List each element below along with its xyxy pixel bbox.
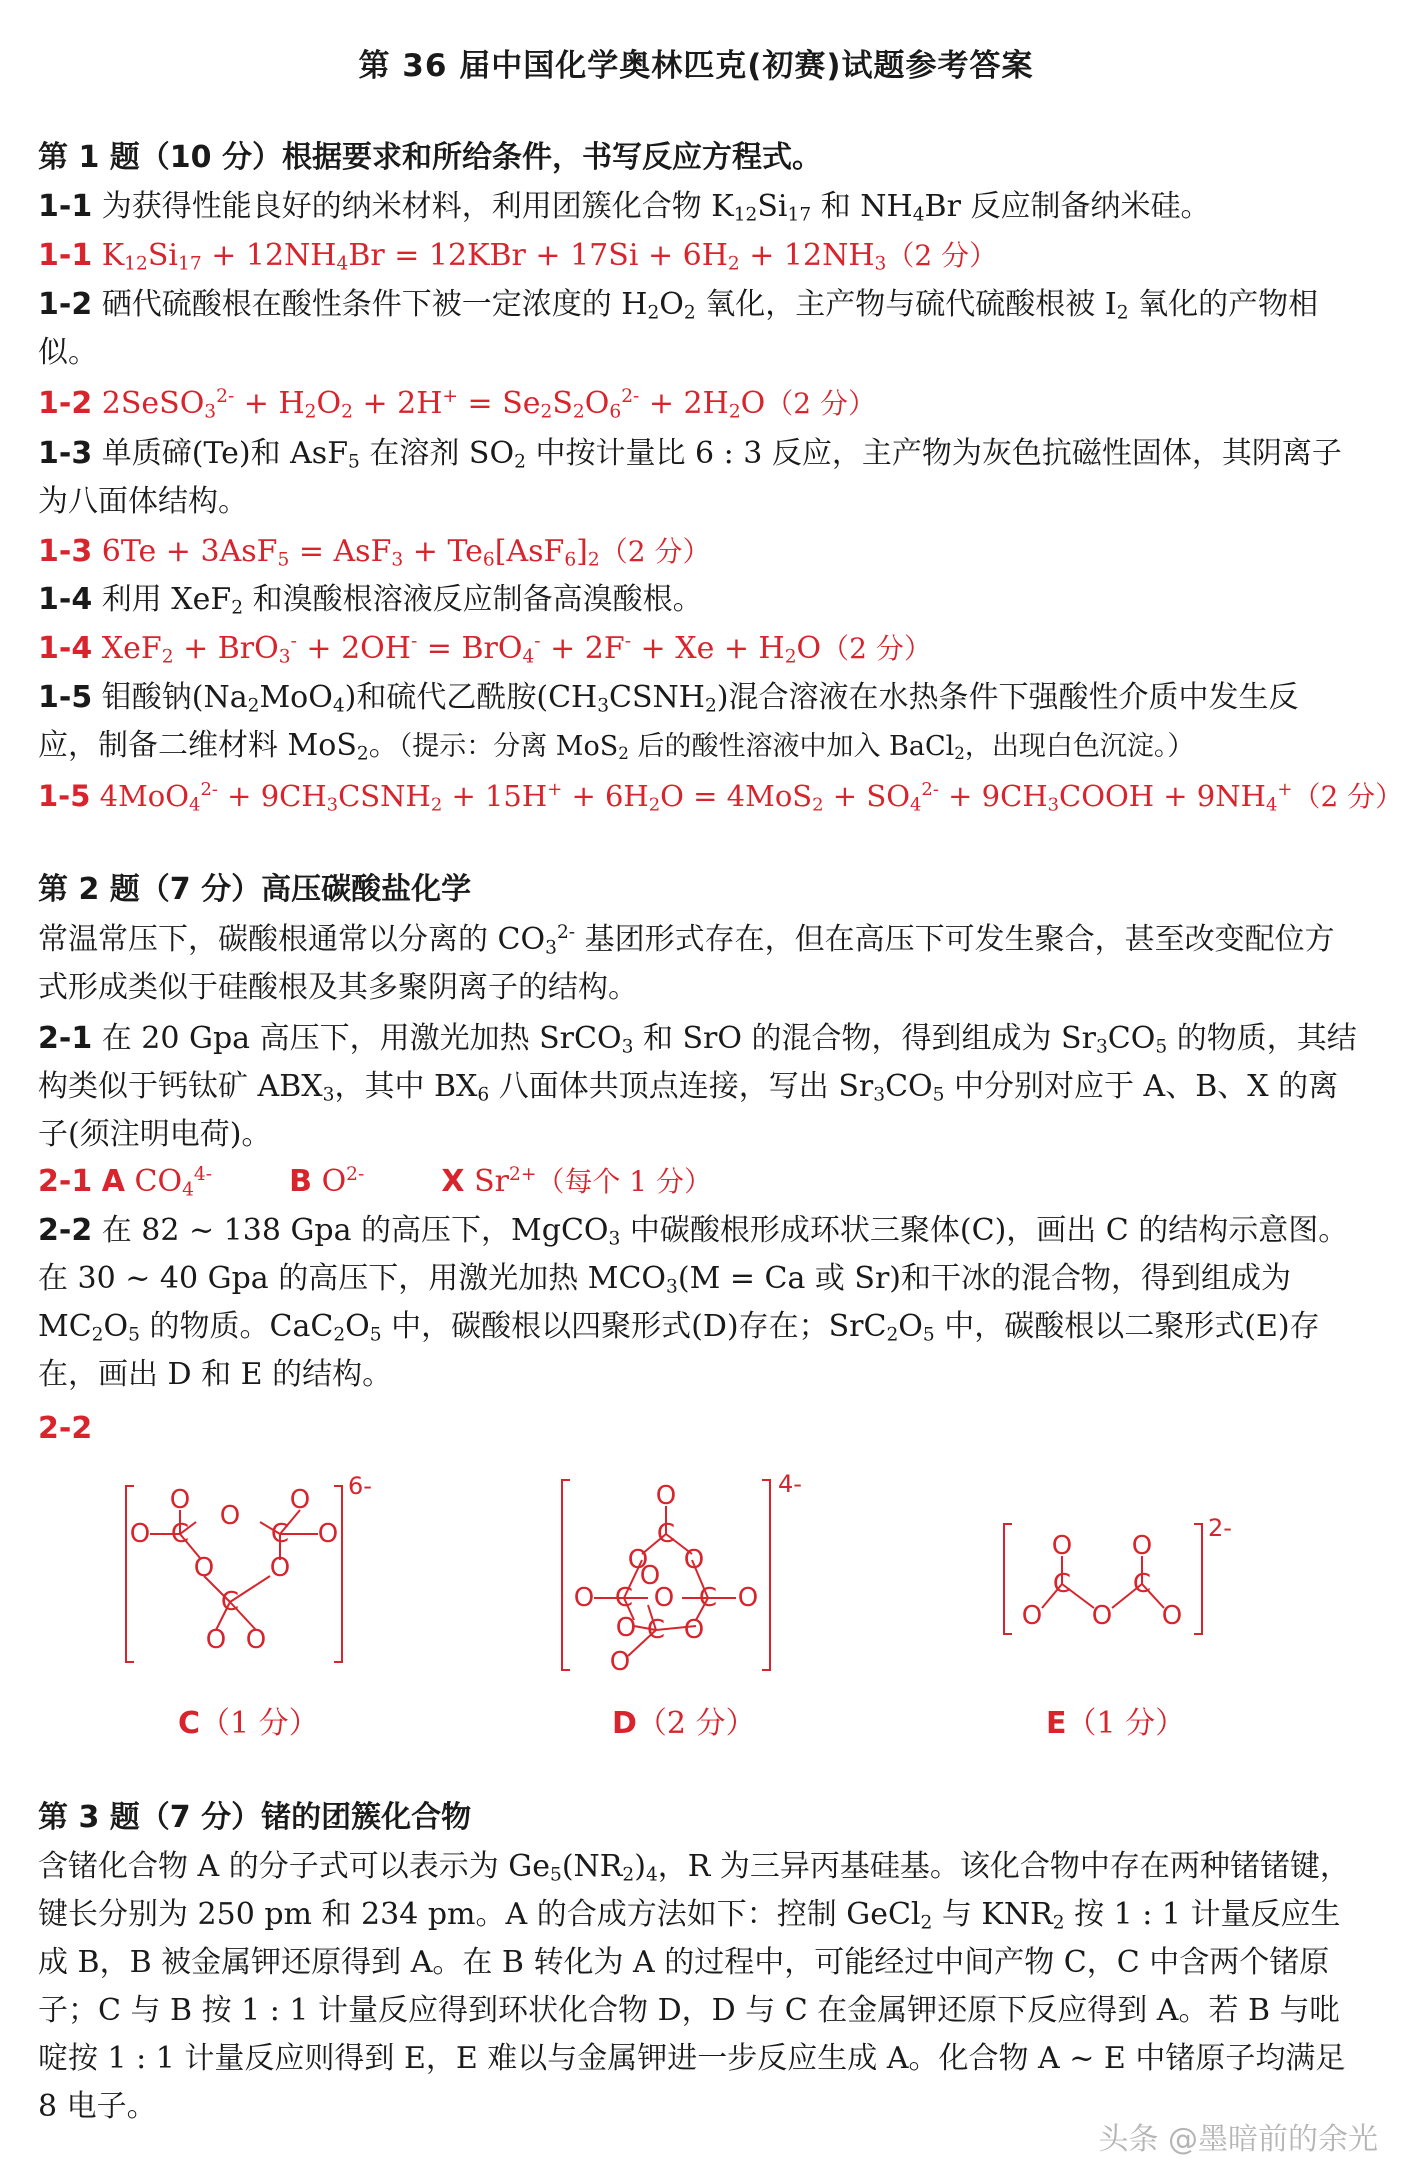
q2-1-number: 2-1: [38, 1021, 93, 1056]
q1-3-number: 1-3: [38, 436, 93, 471]
q1-1-text: 为获得性能良好的纳米材料，利用团簇化合物 $K_{12}Si_{17}$ 和 $NH_4Br$ 反应制备纳米硅。: [101, 189, 1211, 226]
q2-1-b-ion: $O^{2-}$: [321, 1163, 365, 1199]
q1-2-answer-number: 1-2: [38, 386, 93, 421]
structure-d-atom: O: [609, 1647, 631, 1677]
q1-1-prompt: [38, 183, 1362, 231]
q1-5-number: 1-5: [38, 680, 93, 715]
q1-3-answer: [38, 528, 1362, 576]
structure-e-atom: C: [1052, 1569, 1072, 1599]
q1-5-hint: （提示：分离 MoS$_2$ 后的酸性溶液中加入 BaCl$_2$，出现白色沉淀。）: [398, 731, 1195, 764]
q1-4-prompt: [38, 576, 1362, 624]
structure-e-caption: [1046, 1698, 1185, 1742]
structure-c-atom: O: [169, 1485, 191, 1515]
structure-d-atom: O: [627, 1545, 649, 1575]
q1-5-prompt: [38, 674, 1358, 771]
q2-1-answer: [38, 1158, 1362, 1206]
q2-1-score: （每个 1 分）: [536, 1165, 713, 1198]
structure-e-atom: O: [1051, 1531, 1073, 1561]
q1-1-answer-number: 1-1: [38, 238, 93, 273]
q2-1-text: 在 20 Gpa 高压下，用激光加热 SrCO$_3$ 和 SrO 的混合物，得到组成为 $Sr_3CO_5$ 的物质，其结构类似于钙钛矿 $ABX_3$，其中 $BX_6$ 八面体共顶点连接，写出 $Sr_3CO_5$ 中分别对应于 A、B、X 的离子(须注明电荷)。: [38, 1021, 1357, 1152]
structure-e-charge: 2-: [1208, 1514, 1232, 1542]
q1-3-prompt: [38, 430, 1358, 526]
q1-5-score: （2 分）: [1292, 780, 1403, 813]
q1-1-number: 1-1: [38, 189, 93, 224]
structure-e-atom: O: [1161, 1601, 1183, 1631]
structure-c-atom: O: [219, 1501, 241, 1531]
q1-3-answer-number: 1-3: [38, 534, 93, 569]
q1-5-answer: [38, 772, 1403, 821]
q1-2-score: （2 分）: [765, 387, 876, 420]
q2-1-x-ion: $Sr^{2+}$: [474, 1163, 537, 1199]
structure-c-atom: C: [220, 1587, 240, 1617]
structure-c-atom: O: [269, 1553, 291, 1583]
structure-c-caption: [178, 1698, 319, 1742]
structure-c-atom: O: [317, 1519, 339, 1549]
structure-c-atom: C: [170, 1519, 190, 1549]
structure-d-atom: O: [683, 1615, 705, 1645]
structure-c-atom: O: [129, 1519, 151, 1549]
structure-d-atom: O: [653, 1583, 675, 1613]
q2-2-answer-number: 2-2: [38, 1411, 93, 1446]
structure-d-caption: [612, 1698, 756, 1742]
q2-intro: 常温常压下，碳酸根通常以分离的 $CO_3^{2-}$ 基团形式存在，但在高压下可发生聚合，甚至改变配位方式形成类似于硅酸根及其多聚阴离子的结构。: [38, 921, 1335, 1005]
structure-d-atom: O: [683, 1545, 705, 1575]
q1-3-text: 单质碲(Te)和 AsF$_5$ 在溶剂 $SO_2$ 中按计量比 6 : 3 反应，主产物为灰色抗磁性固体，其阴离子为八面体结构。: [38, 436, 1342, 519]
structure-c-atom: O: [205, 1625, 227, 1655]
structure-d-atom: O: [737, 1583, 759, 1613]
q1-2-text: 硒代硫酸根在酸性条件下被一定浓度的 $H_2O_2$ 氧化，主产物与硫代硫酸根被 $I_2$ 氧化的产物相似。: [38, 287, 1319, 370]
q1-5-answer-number: 1-5: [38, 779, 91, 813]
q1-4-number: 1-4: [38, 582, 93, 617]
q1-4-equation: $XeF_2 + BrO_3^- + 2OH^- = BrO_4^- + 2F^- + Xe + H_2O$: [101, 630, 822, 668]
structure-d-atom: O: [615, 1613, 637, 1643]
structure-d-score: （2 分）: [636, 1706, 756, 1741]
q2-2-number: 2-2: [38, 1213, 93, 1248]
q1-3-score: （2 分）: [599, 535, 711, 568]
structure-c-score: （1 分）: [200, 1706, 319, 1741]
q2-1-x-label: X: [441, 1164, 465, 1199]
structure-e-label: E: [1046, 1706, 1067, 1741]
structure-d-label: D: [612, 1706, 637, 1741]
structure-d-atom: O: [655, 1481, 677, 1511]
q1-4-answer: [38, 625, 1362, 673]
q1-5-text: 钼酸钠$(Na_2MoO_4)$和硫代乙酰胺$(CH_3CSNH_2)$混合溶液在水热条件下强酸性介质中发生反应，制备二维材料 MoS$_2$。: [38, 680, 1299, 765]
structure-e-atom: O: [1131, 1531, 1153, 1561]
q2-2-text: 在 82 ~ 138 Gpa 的高压下，MgCO$_3$ 中碳酸根形成环状三聚体(C)，画出 C 的结构示意图。在 30 ~ 40 Gpa 的高压下，用激光加热 $MCO_3(M = Ca$ 或 Sr)和干冰的混合物，得到组成为 $MC_2O_5$ 的物质。$CaC_2O_5$ 中，碳酸根以四聚形式(D)存在；$SrC_2O_5$ 中，碳酸根以二聚形式(E)存在，画出 D 和 E 的结构。: [38, 1213, 1349, 1392]
structure-d-atom: C: [698, 1583, 718, 1613]
q2-1-a-label: A: [101, 1164, 125, 1199]
structure-d-atom: C: [646, 1615, 666, 1645]
q2-1-a-ion: $CO_4^{4-}$: [134, 1163, 213, 1201]
q2-heading: 第 2 题（7 分）高压碳酸盐化学: [38, 872, 472, 907]
q1-2-prompt: [38, 281, 1358, 377]
structure-d-atom: C: [614, 1583, 634, 1613]
structure-c-label: C: [178, 1706, 201, 1741]
q1-4-answer-number: 1-4: [38, 631, 93, 666]
structure-e-atom: O: [1021, 1601, 1043, 1631]
page-title: 第 36 届中国化学奥林匹克(初赛)试题参考答案: [358, 48, 1034, 84]
q2-1-answer-number: 2-1: [38, 1164, 93, 1199]
structure-e-score: （1 分）: [1066, 1706, 1186, 1741]
structure-d-atom: O: [573, 1583, 595, 1613]
q2-2-prompt: [38, 1207, 1358, 1399]
q2-1-prompt: [38, 1015, 1358, 1159]
q1-3-equation: $6Te + 3AsF_5 = AsF_3 + Te_6[AsF_6]_2$: [101, 534, 600, 571]
structure-e: [1000, 1514, 1260, 1650]
structure-c-atom: O: [245, 1625, 267, 1655]
q1-4-text: 利用 XeF$_2$ 和溴酸根溶液反应制备高溴酸根。: [101, 582, 703, 619]
q1-5-equation: $4MoO_4^{2-} + 9CH_3CSNH_2 + 15H^+ + 6H_2O = 4MoS_2 + SO_4^{2-}$ + $9CH_3COOH + 9NH_4^+$: [99, 779, 1293, 816]
q3-heading: 第 3 题（7 分）锗的团簇化合物: [38, 1800, 472, 1835]
structure-c: [120, 1470, 400, 1670]
structure-d-charge: 4-: [778, 1470, 802, 1498]
structure-e-atom: C: [1132, 1569, 1152, 1599]
structure-c-atom: C: [270, 1519, 290, 1549]
structure-e-atom: O: [1091, 1601, 1113, 1631]
q1-2-equation: 2SeSO$_3^{2-}$ + $H_2O_2 + 2H^+ = Se_2S_2O_6^{2-} + 2H_2O$: [101, 385, 766, 423]
q1-1-answer: [38, 232, 1362, 280]
q1-1-equation: $K_{12}Si_{17} + 12NH_4Br = 12KBr + 17Si + 6H_2 + 12NH_3$: [101, 238, 887, 275]
q2-1-b-label: B: [289, 1164, 313, 1199]
q1-2-answer: [38, 380, 1362, 428]
q3-text: 含锗化合物 A 的分子式可以表示为 $Ge_5(NR_2)_4$，R 为三异丙基硅基。该化合物中存在两种锗锗键，键长分别为 250 pm 和 234 pm。A 的合成方法如下：控制 GeCl$_2$ 与 $KNR_2$ 按 1 : 1 计量反应生成 B，B 被金属钾还原得到 A。在 B 转化为 A 的过程中，可能经过中间产物 C，C 中含两个锗原子；C 与 B 按 1 : 1 计量反应得到环状化合物 D，D 与 C 在金属钾还原下反应得到 A。若 B 与吡啶按 1 : 1 计量反应则得到 E，E 难以与金属钾进一步反应生成 A。化合物 A ~ E 中锗原子均满足 8 电子。: [38, 1849, 1350, 2124]
watermark: 头条 @墨暗前的余光: [1098, 2122, 1378, 2157]
q1-heading: 第 1 题（10 分）根据要求和所给条件，书写反应方程式。: [38, 140, 822, 175]
q1-2-number: 1-2: [38, 287, 93, 322]
structure-c-charge: 6-: [348, 1472, 372, 1500]
structure-d: [556, 1470, 826, 1680]
structure-d-atom: C: [656, 1519, 676, 1549]
structure-d-atom: O: [639, 1561, 661, 1591]
q1-1-score: （2 分）: [886, 239, 998, 272]
q1-4-score: （2 分）: [821, 632, 932, 665]
structure-c-atom: O: [193, 1553, 215, 1583]
structure-c-atom: O: [289, 1485, 311, 1515]
